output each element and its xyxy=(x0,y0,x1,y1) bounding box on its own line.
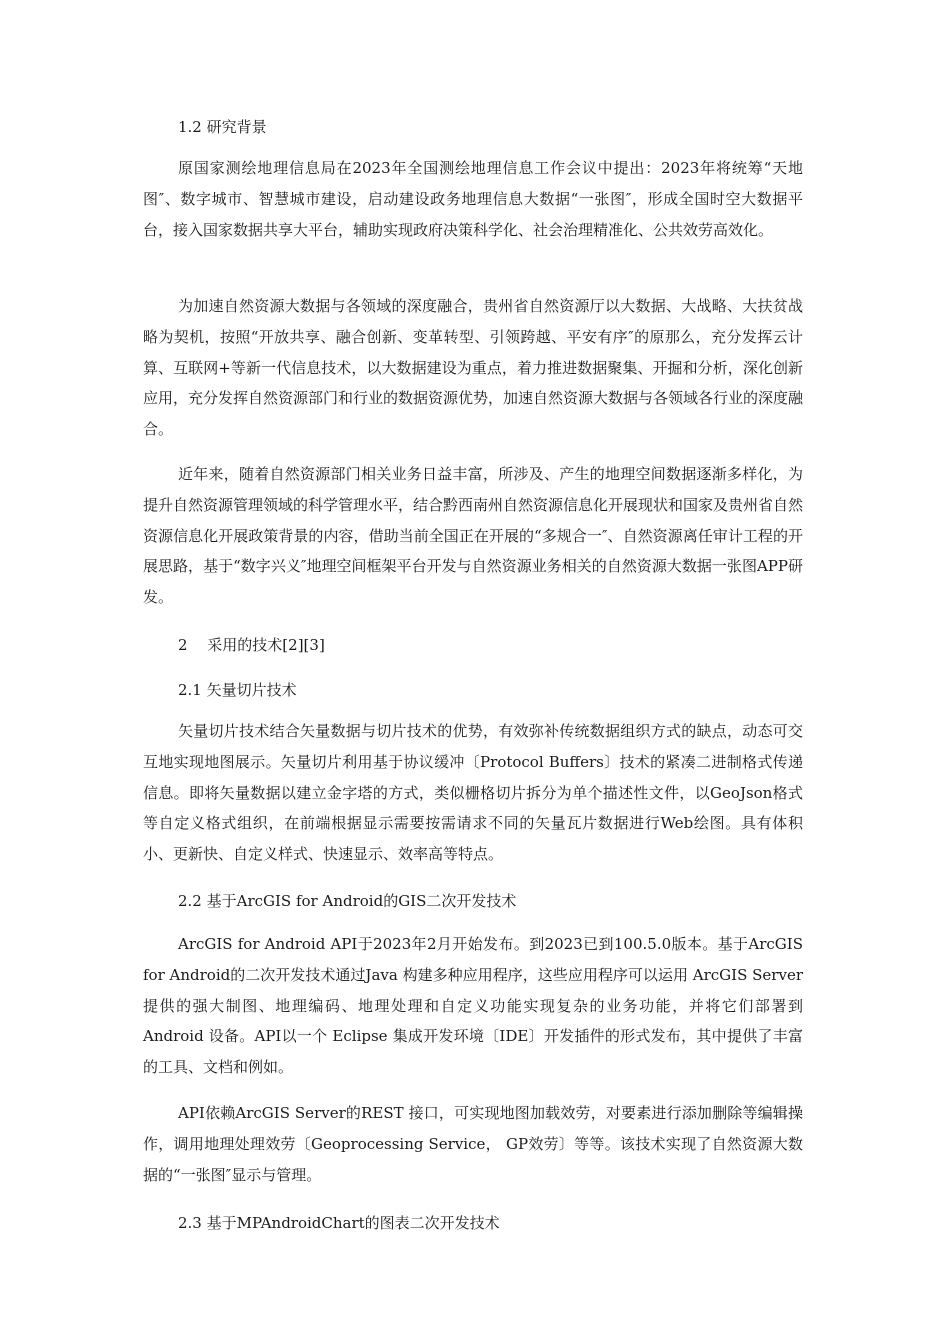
paragraph-arcgis-android: ArcGIS for Android API于2023年2月开始发布。到2023已到100.5.0版本。基于ArcGIS for Android的二次开发技术通过Java 构建多种应用程序，这些应用程序可以运用 ArcGIS Server 提供的强大制图、地理编码、地理处理和自定义功能实现复杂的业务功能，并将它们部署到 Android 设备。API以一个 Eclipse 集成开发环境〔IDE〕开发插件的形式发布，其中提供了丰富的工具、文档和例如。 xyxy=(143,935,803,1077)
paragraph-background-1: 原国家测绘地理信息局在2023年全国测绘地理信息工作会议中提出：2023年将统筹“天地图″、数字城市、智慧城市建设，启动建设政务地理信息大数据“一张图″，形成全国时空大数据平台，接入国家数据共享大平台，辅助实现政府决策科学化、社会治理精准化、公共效劳高效化。 xyxy=(143,159,803,239)
paragraph-background-2: 为加速自然资源大数据与各领域的深度融合，贵州省自然资源厅以大数据、大战略、大扶贫战略为契机，按照“开放共享、融合创新、变革转型、引领跨越、平安有序″的原那么，充分发挥云计算、互联网+等新一代信息技术，以大数据建设为重点，着力推进数据聚集、开掘和分析，深化创新应用，充分发挥自然资源部门和行业的数据资源优势，加速自然资源大数据与各领域各行业的深度融合。 xyxy=(143,297,804,439)
heading-2-3: 2.3 基于MPAndroidChart的图表二次开发技术 xyxy=(178,1214,500,1232)
heading-2-1: 2.1 矢量切片技术 xyxy=(178,681,297,699)
paragraph-api-rest: API依赖ArcGIS Server的REST 接口，可实现地图加载效劳，对要素进行添加删除等编辑操作，调用地理处理效劳〔Geoprocessing Service， GP效劳〕等等。该技术实现了自然资源大数据的“一张图″显示与管理。 xyxy=(143,1104,803,1184)
heading-2-2: 2.2 基于ArcGIS for Android的GIS二次开发技术 xyxy=(178,892,517,910)
paragraph-vector-tiles: 矢量切片技术结合矢量数据与切片技术的优势，有效弥补传统数据组织方式的缺点，动态可交互地实现地图展示。矢量切片利用基于协议缓冲〔Protocol Buffers〕技术的紧凑二进制格式传递信息。即将矢量数据以建立金字塔的方式，类似栅格切片拆分为单个描述性文件，以GeoJson格式等自定义格式组织，在前端根据显示需要按需请求不同的矢量瓦片数据进行Web绘图。具有体积小、更新快、自定义样式、快速显示、效率高等特点。 xyxy=(143,722,803,864)
heading-1-2: 1.2 研究背景 xyxy=(178,118,267,136)
heading-2: 2 采用的技术[2][3] xyxy=(178,636,325,654)
paragraph-background-3: 近年来，随着自然资源部门相关业务日益丰富，所涉及、产生的地理空间数据逐渐多样化，为提升自然资源管理领域的科学管理水平，结合黔西南州自然资源信息化开展现状和国家及贵州省自然资源信息化开展政策背景的内容，借助当前全国正在开展的“多规合一″、自然资源离任审计工程的开展思路，基于“数字兴义″地理空间框架平台开发与自然资源业务相关的自然资源大数据一张图APP研发。 xyxy=(143,465,804,607)
